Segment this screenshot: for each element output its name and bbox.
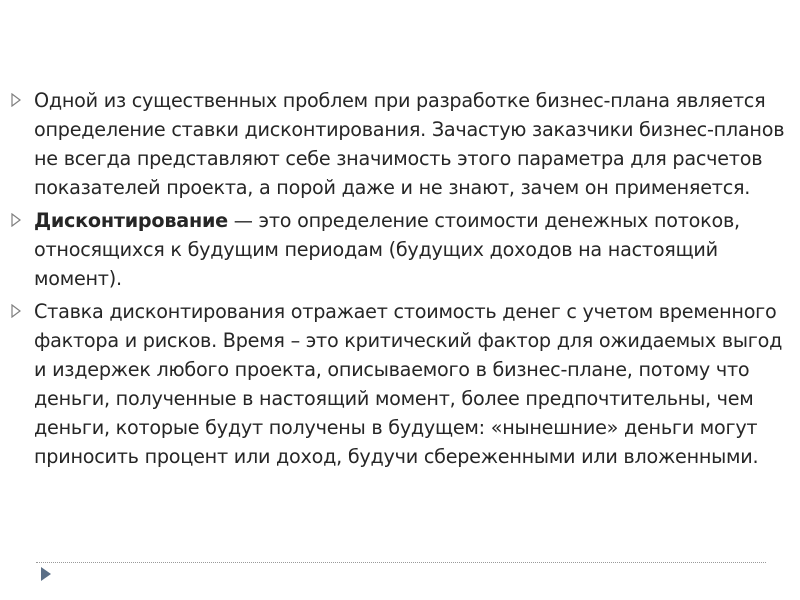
bullet-text: Ставка дисконтирования отражает стоимость денег с учетом временного фактора и рисков. Время – это критический фактор для ожидаемых выгод и издержек любого проекта, описываемого в бизнес-плане, потому что деньги, полученные в настоящий момент, более предпочтительны, чем деньги, которые будут получены в будущем: «нынешние» деньги могут приносить процент или доход, будучи сбереженными или вложенными. — [34, 300, 783, 468]
bullet-item-definition — [10, 206, 790, 293]
bullet-text: Одной из существенных проблем при разработке бизнес-плана является определение ставки дисконтирования. Зачастую заказчики бизнес-планов не всегда представляют себе значимость этого параметра для расчетов показателей проекта, а порой даже и не знают, зачем он применяется. — [34, 89, 785, 199]
footer-divider — [36, 562, 766, 563]
outlined-triangle-bullet-icon — [10, 213, 22, 227]
bullet-item-problem — [10, 86, 790, 202]
bullet-text: — это определение стоимости денежных потоков, относящихся к будущим периодам (будущих доходов на настоящий момент). — [34, 209, 740, 290]
outlined-triangle-bullet-icon — [10, 93, 22, 107]
triangle-marker-icon — [40, 566, 52, 582]
bullet-term: Дисконтирование — [34, 209, 228, 232]
outlined-triangle-bullet-icon — [10, 304, 22, 318]
bullet-item-discount-rate — [10, 297, 790, 471]
bullet-list — [10, 86, 790, 475]
